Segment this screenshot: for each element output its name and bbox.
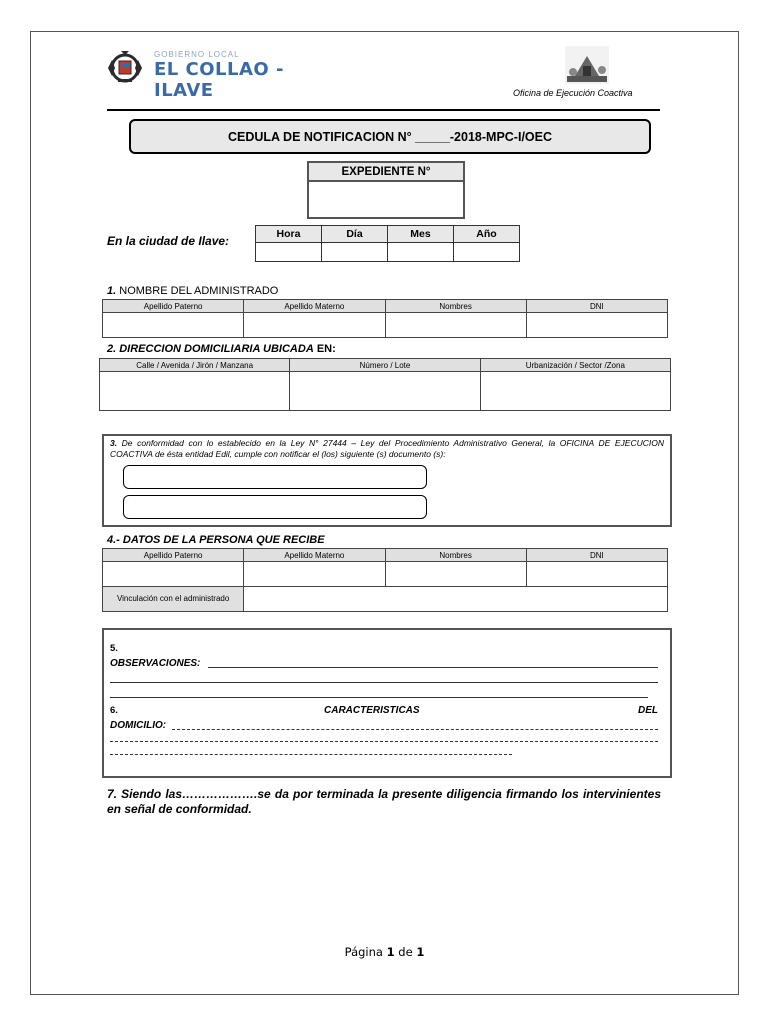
calle-field[interactable] xyxy=(100,372,290,411)
section3-text: 3. De conformidad con lo establecido en la Ley N° 27444 – Ley del Procedimiento Administrativo General, la OFICINA DE EJECUCION COACTIVA de ésta entidad Edil, cumple con notificar el (los) siguiente (s) documento (s): xyxy=(110,438,664,460)
document-title: CEDULA DE NOTIFICACION N° _____-2018-MPC-I/OEC xyxy=(129,119,651,154)
office-name: Oficina de Ejecución Coactiva xyxy=(513,88,633,98)
col-dni: DNI xyxy=(526,300,667,313)
municipal-logo xyxy=(106,48,306,101)
page-footer: Página 1 de 1 xyxy=(344,945,425,959)
col-urbanizacion: Urbanización / Sector /Zona xyxy=(480,359,670,372)
dni-field[interactable] xyxy=(526,313,667,338)
observations-box xyxy=(102,628,672,778)
emblem-icon xyxy=(106,48,144,86)
anio-field[interactable] xyxy=(454,243,520,262)
direccion-table xyxy=(99,358,671,411)
col-apellido-paterno: Apellido Paterno xyxy=(103,300,244,313)
office-illustration-icon xyxy=(565,46,609,84)
expediente-box xyxy=(307,161,465,219)
section4-heading: 4.- DATOS DE LA PERSONA QUE RECIBE xyxy=(107,534,325,546)
section6-title: CARACTERISTICAS xyxy=(324,705,420,716)
city-label: En la ciudad de Ilave: xyxy=(107,234,230,248)
col-receptor-apellido-materno: Apellido Materno xyxy=(244,549,385,562)
dia-field[interactable] xyxy=(322,243,388,262)
observations-line-3[interactable] xyxy=(110,697,648,698)
col-calle: Calle / Avenida / Jirón / Manzana xyxy=(100,359,290,372)
urbanizacion-field[interactable] xyxy=(480,372,670,411)
col-apellido-materno: Apellido Materno xyxy=(244,300,385,313)
expediente-field[interactable] xyxy=(309,182,463,217)
domicilio-line-1[interactable] xyxy=(172,729,658,730)
section1-label: NOMBRE DEL ADMINISTRADO xyxy=(116,285,279,297)
current-page: 1 xyxy=(386,945,395,959)
section5-label: OBSERVACIONES: xyxy=(110,658,201,669)
observations-line-2[interactable] xyxy=(110,682,658,683)
apellido-materno-field[interactable] xyxy=(244,313,385,338)
section6-label: DOMICILIO: xyxy=(110,720,167,731)
section3-number: 3. xyxy=(110,438,118,448)
domicilio-line-2[interactable] xyxy=(110,741,658,742)
date-header-dia: Día xyxy=(322,226,388,243)
logo-subtitle: GOBIERNO LOCAL xyxy=(154,50,240,59)
closing-statement: 7. Siendo las……………….se da por terminada la presente diligencia firmando los intervinientes en señal de conformidad. xyxy=(107,787,661,816)
document-field-1[interactable] xyxy=(123,465,427,489)
receptor-apellido-paterno-field[interactable] xyxy=(103,562,244,587)
total-pages: 1 xyxy=(416,945,425,959)
col-nombres: Nombres xyxy=(385,300,526,313)
receptor-dni-field[interactable] xyxy=(526,562,667,587)
section2-suffix: EN: xyxy=(313,343,336,355)
expediente-label: EXPEDIENTE N° xyxy=(309,163,463,182)
date-header-hora: Hora xyxy=(256,226,322,243)
observations-line-1[interactable] xyxy=(208,667,658,668)
domicilio-line-3[interactable] xyxy=(110,754,512,755)
section1-number: 1. xyxy=(107,285,117,297)
receptor-nombres-field[interactable] xyxy=(385,562,526,587)
header-divider xyxy=(107,109,660,111)
section2-label: 2. DIRECCION DOMICILIARIA UBICADA xyxy=(107,343,314,355)
administrado-table xyxy=(102,299,668,338)
document-page xyxy=(30,31,739,995)
vinculo-field[interactable] xyxy=(244,587,668,612)
section1-heading xyxy=(107,285,278,297)
document-field-2[interactable] xyxy=(123,495,427,519)
section5-number: 5. xyxy=(110,643,118,654)
receptor-table xyxy=(102,548,668,612)
numero-field[interactable] xyxy=(290,372,480,411)
logo-title: EL COLLAO - ILAVE xyxy=(154,59,284,101)
date-header-mes: Mes xyxy=(388,226,454,243)
mes-field[interactable] xyxy=(388,243,454,262)
receptor-apellido-materno-field[interactable] xyxy=(244,562,385,587)
hora-field[interactable] xyxy=(256,243,322,262)
col-receptor-apellido-paterno: Apellido Paterno xyxy=(103,549,244,562)
col-receptor-dni: DNI xyxy=(526,549,667,562)
section2-heading xyxy=(107,343,336,355)
vinculo-label: Vinculación con el administrado xyxy=(103,587,244,612)
section6-del: DEL xyxy=(638,705,658,716)
date-table xyxy=(255,225,520,262)
col-numero: Número / Lote xyxy=(290,359,480,372)
section6-number: 6. xyxy=(110,705,118,716)
date-header-anio: Año xyxy=(454,226,520,243)
apellido-paterno-field[interactable] xyxy=(103,313,244,338)
nombres-field[interactable] xyxy=(385,313,526,338)
col-receptor-nombres: Nombres xyxy=(385,549,526,562)
section3-box xyxy=(102,434,672,527)
